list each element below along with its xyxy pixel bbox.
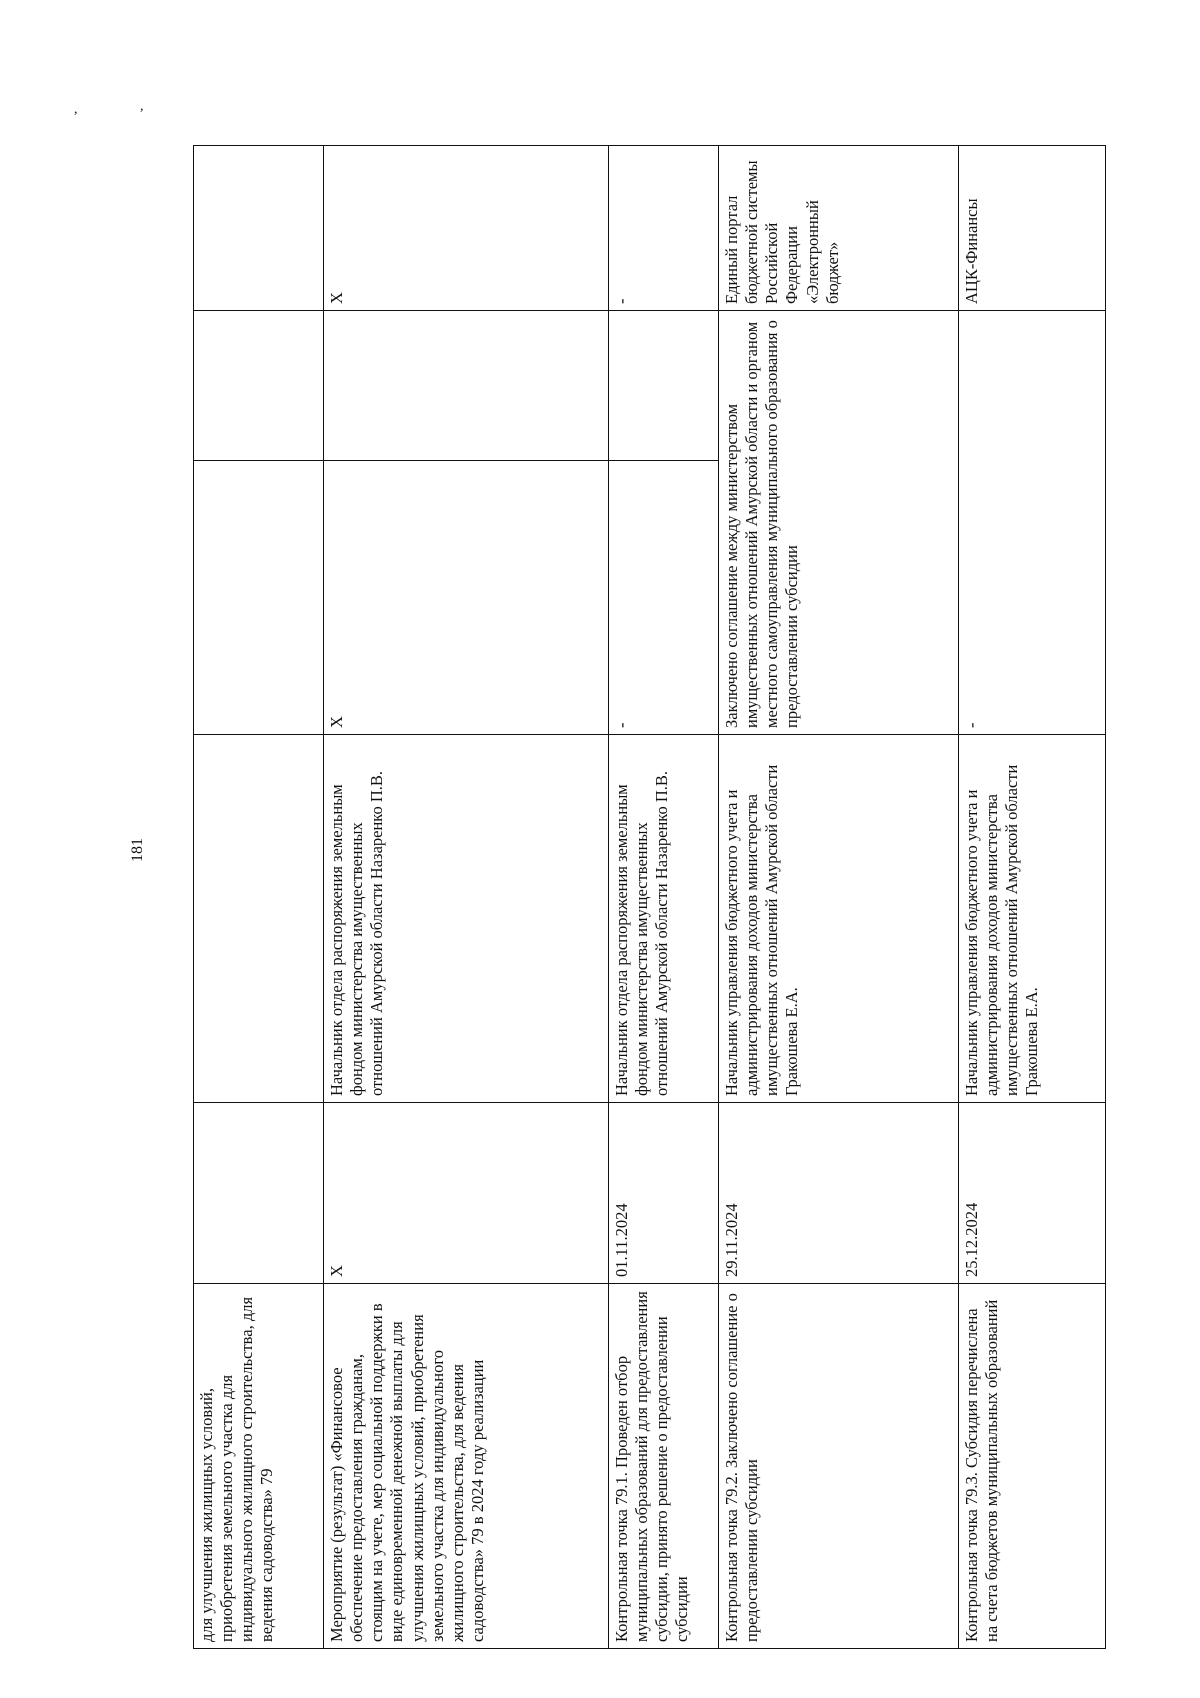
event-cell [324,1284,609,1649]
info-system-cell [609,146,719,311]
responsible-text: Начальник отдела распоряжения земельным фондом министерства имущественных отношений Амурской области Назаренко П.В. [612,770,672,1096]
date-text: 25.12.2024 [962,1202,981,1277]
responsible-text: Начальник управления бюджетного учета и администрирования доходов министерства имущественных отношений Амурской области Гракошева Е.А. [722,764,802,1096]
date-cell [194,1103,324,1284]
event-text: Контрольная точка 79.3. Субсидия перечислена на счета бюджетов муниципальных образований [962,1299,1002,1642]
responsible-cell [959,735,1106,1103]
table-row [324,146,609,1649]
result-type-cell [194,311,324,461]
result-doc-text: X [327,716,346,728]
event-text: Мероприятие (результат) «Финансовое обеспечение предоставления гражданам, стоящим на учете, мер социальной поддержки в виде единовременной денежной выплаты для улучшения жилищных условий, приобретения земельного участка для индивидуального жилищного строительства, для ведения садоводства» 79 в 2024 году реализации [327,1303,487,1642]
responsible-text: Начальник отдела распоряжения земельным фондом министерства имущественных отношений Амурской области Назаренко П.В. [327,770,387,1096]
result-doc-text: - [962,722,981,728]
date-text: 29.11.2024 [722,1203,741,1277]
responsible-cell [194,735,324,1103]
result-doc-cell [194,461,324,735]
date-cell [324,1103,609,1284]
scan-speck: , [74,102,78,117]
table-row [959,146,1106,1649]
result-type-cell [609,311,719,461]
event-text: для улучшения жилищных условий, приобретения земельного участка для индивидуального жилищного строительства, для ведения садоводства» 79 [197,1296,277,1642]
result-doc-text: - [612,722,631,728]
result-doc-text: Заключено соглашение между министерством имущественных отношений Амурской области и органом местного самоуправления муниципального образования о предоставлении субсидии [722,320,802,728]
info-system-cell [959,146,1106,311]
result-doc-cell [324,461,609,735]
info-system-text: - [612,298,631,304]
page-number: 181 [129,838,146,862]
table-row [194,146,324,1649]
plan-table [193,145,1106,1649]
info-system-cell [719,146,959,311]
rotated-table-container [193,146,1105,1649]
event-cell [194,1284,324,1649]
info-system-text: X [327,292,346,304]
responsible-cell [324,735,609,1103]
event-cell [609,1284,719,1649]
date-text: 01.11.2024 [612,1203,631,1277]
date-cell [609,1103,719,1284]
table-row [719,146,959,1649]
event-text: Контрольная точка 79.2. Заключено соглашение о предоставлении субсидии [722,1293,762,1642]
result-doc-cell [959,311,1106,735]
info-system-cell [194,146,324,311]
result-doc-cell [609,461,719,735]
event-text: Контрольная точка 79.1. Проведен отбор муниципальных образований для предоставления субсидии, принято решение о предоставлении субсидии [612,1291,692,1642]
info-system-text: Единый портал бюджетной системы Российской Федерации «Электронный бюджет» [722,160,842,304]
responsible-cell [609,735,719,1103]
scan-speck: , [140,99,144,114]
info-system-cell [324,146,609,311]
date-cell [959,1103,1106,1284]
result-type-cell [324,311,609,461]
date-text: X [327,1265,346,1277]
responsible-cell [719,735,959,1103]
result-doc-cell [719,311,959,735]
responsible-text: Начальник управления бюджетного учета и администрирования доходов министерства имущественных отношений Амурской области Гракошева Е.А. [962,764,1042,1096]
table-row [609,146,719,1649]
date-cell [719,1103,959,1284]
event-cell [959,1284,1106,1649]
document-table-frame [193,146,1105,1649]
info-system-text: АЦК-Финансы [962,198,981,304]
event-cell [719,1284,959,1649]
